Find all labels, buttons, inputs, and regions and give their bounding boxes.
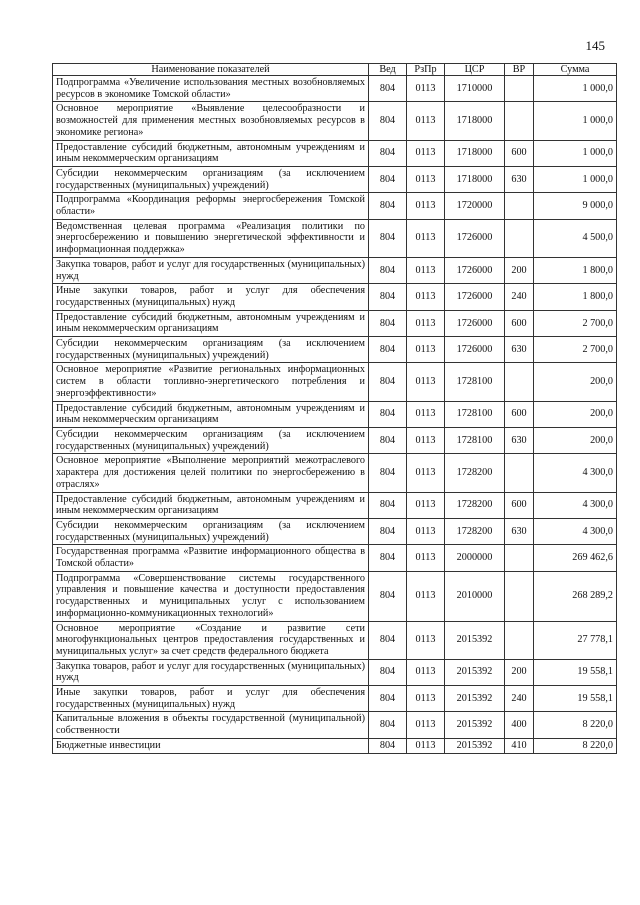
- row-rzpr-cell: 0113: [407, 518, 445, 544]
- row-sum-cell: 200,0: [534, 401, 617, 427]
- row-rzpr-cell: 0113: [407, 454, 445, 492]
- row-vr-cell: 600: [505, 401, 534, 427]
- row-vr-cell: 410: [505, 738, 534, 753]
- table-row: [53, 492, 617, 518]
- row-ved-cell: 804: [369, 337, 407, 363]
- row-csr-cell: 1728100: [445, 401, 505, 427]
- table-row: [53, 257, 617, 283]
- header-vr: ВР: [505, 64, 534, 76]
- header-sum: Сумма: [534, 64, 617, 76]
- row-sum-cell: 1 800,0: [534, 257, 617, 283]
- row-ved-cell: 804: [369, 738, 407, 753]
- row-rzpr-cell: 0113: [407, 102, 445, 140]
- header-rzpr: РзПр: [407, 64, 445, 76]
- row-ved-cell: 804: [369, 686, 407, 712]
- row-sum-cell: 268 289,2: [534, 571, 617, 621]
- row-rzpr-cell: 0113: [407, 686, 445, 712]
- row-ved-cell: 804: [369, 545, 407, 571]
- row-ved-cell: 804: [369, 454, 407, 492]
- row-csr-cell: 1718000: [445, 140, 505, 166]
- row-vr-cell: [505, 363, 534, 401]
- row-ved-cell: 804: [369, 621, 407, 659]
- row-rzpr-cell: 0113: [407, 310, 445, 336]
- row-name-cell: Основное мероприятие «Развитие региональных информационных систем в области топливно-энергетического потребления и энергоэффективности»: [53, 363, 369, 401]
- table-row: [53, 337, 617, 363]
- row-vr-cell: 630: [505, 518, 534, 544]
- row-ved-cell: 804: [369, 219, 407, 257]
- row-csr-cell: 1728100: [445, 363, 505, 401]
- header-name: Наименование показателей: [53, 64, 369, 76]
- row-vr-cell: [505, 76, 534, 102]
- table-row: [53, 686, 617, 712]
- row-ved-cell: 804: [369, 76, 407, 102]
- row-csr-cell: 1718000: [445, 102, 505, 140]
- table-row: [53, 621, 617, 659]
- row-rzpr-cell: 0113: [407, 284, 445, 310]
- row-csr-cell: 1728100: [445, 427, 505, 453]
- row-ved-cell: 804: [369, 310, 407, 336]
- table-row: [53, 193, 617, 219]
- row-sum-cell: 19 558,1: [534, 686, 617, 712]
- row-ved-cell: 804: [369, 284, 407, 310]
- row-name-cell: Бюджетные инвестиции: [53, 738, 369, 753]
- row-ved-cell: 804: [369, 427, 407, 453]
- row-sum-cell: 200,0: [534, 427, 617, 453]
- row-vr-cell: [505, 454, 534, 492]
- row-sum-cell: 200,0: [534, 363, 617, 401]
- row-name-cell: Закупка товаров, работ и услуг для государственных (муниципальных) нужд: [53, 659, 369, 685]
- row-sum-cell: 1 000,0: [534, 102, 617, 140]
- row-name-cell: Предоставление субсидий бюджетным, автономным учреждениям и иным некоммерческим организациям: [53, 140, 369, 166]
- row-csr-cell: 2015392: [445, 738, 505, 753]
- row-csr-cell: 1728200: [445, 492, 505, 518]
- row-vr-cell: 630: [505, 337, 534, 363]
- row-csr-cell: 1726000: [445, 257, 505, 283]
- table-row: [53, 454, 617, 492]
- row-sum-cell: 1 000,0: [534, 76, 617, 102]
- row-sum-cell: 2 700,0: [534, 337, 617, 363]
- row-csr-cell: 1726000: [445, 219, 505, 257]
- row-vr-cell: [505, 545, 534, 571]
- row-rzpr-cell: 0113: [407, 219, 445, 257]
- row-sum-cell: 1 000,0: [534, 140, 617, 166]
- row-ved-cell: 804: [369, 401, 407, 427]
- row-name-cell: Предоставление субсидий бюджетным, автономным учреждениям и иным некоммерческим организациям: [53, 492, 369, 518]
- row-sum-cell: 1 000,0: [534, 166, 617, 192]
- row-csr-cell: 1726000: [445, 310, 505, 336]
- row-rzpr-cell: 0113: [407, 621, 445, 659]
- row-csr-cell: 2015392: [445, 621, 505, 659]
- row-vr-cell: 200: [505, 659, 534, 685]
- row-name-cell: Предоставление субсидий бюджетным, автономным учреждениям и иным некоммерческим организациям: [53, 401, 369, 427]
- table-row: [53, 219, 617, 257]
- row-sum-cell: 1 800,0: [534, 284, 617, 310]
- row-vr-cell: 240: [505, 284, 534, 310]
- row-csr-cell: 1720000: [445, 193, 505, 219]
- table-row: [53, 363, 617, 401]
- row-vr-cell: [505, 102, 534, 140]
- row-csr-cell: 1728200: [445, 454, 505, 492]
- row-vr-cell: 400: [505, 712, 534, 738]
- row-csr-cell: 1728200: [445, 518, 505, 544]
- row-name-cell: Подпрограмма «Координация реформы энергосбережения Томской области»: [53, 193, 369, 219]
- row-rzpr-cell: 0113: [407, 257, 445, 283]
- row-vr-cell: 600: [505, 310, 534, 336]
- header-ved: Вед: [369, 64, 407, 76]
- row-sum-cell: 8 220,0: [534, 738, 617, 753]
- row-vr-cell: 600: [505, 140, 534, 166]
- row-sum-cell: 2 700,0: [534, 310, 617, 336]
- table-row: [53, 284, 617, 310]
- row-sum-cell: 4 300,0: [534, 492, 617, 518]
- row-name-cell: Иные закупки товаров, работ и услуг для обеспечения государственных (муниципальных) нужд: [53, 686, 369, 712]
- row-name-cell: Основное мероприятие «Выполнение мероприятий межотраслевого характера для достижения целей политики по энергосбережению в отраслях»: [53, 454, 369, 492]
- row-sum-cell: 4 300,0: [534, 518, 617, 544]
- table-row: [53, 571, 617, 621]
- row-name-cell: Капитальные вложения в объекты государственной (муниципальной) собственности: [53, 712, 369, 738]
- row-ved-cell: 804: [369, 518, 407, 544]
- row-vr-cell: 630: [505, 427, 534, 453]
- row-name-cell: Основное мероприятие «Выявление целесообразности и возможностей для применения местных возобновляемых ресурсов в экономике регионa»: [53, 102, 369, 140]
- row-csr-cell: 2010000: [445, 571, 505, 621]
- row-rzpr-cell: 0113: [407, 401, 445, 427]
- page-number: 145: [585, 38, 605, 53]
- row-name-cell: Основное мероприятие «Создание и развитие сети многофункциональных центров предоставления государственных и муниципальных услуг» за счет средств федерального бюджета: [53, 621, 369, 659]
- table-row: [53, 310, 617, 336]
- row-ved-cell: 804: [369, 712, 407, 738]
- row-vr-cell: 200: [505, 257, 534, 283]
- row-name-cell: Субсидии некоммерческим организациям (за исключением государственных (муниципальных) учреждений): [53, 337, 369, 363]
- row-name-cell: Закупка товаров, работ и услуг для государственных (муниципальных) нужд: [53, 257, 369, 283]
- row-rzpr-cell: 0113: [407, 76, 445, 102]
- row-rzpr-cell: 0113: [407, 712, 445, 738]
- row-ved-cell: 804: [369, 102, 407, 140]
- table-row: [53, 545, 617, 571]
- row-ved-cell: 804: [369, 492, 407, 518]
- row-ved-cell: 804: [369, 571, 407, 621]
- row-ved-cell: 804: [369, 166, 407, 192]
- table-row: [53, 401, 617, 427]
- table-row: [53, 140, 617, 166]
- row-ved-cell: 804: [369, 659, 407, 685]
- table-row: [53, 518, 617, 544]
- row-name-cell: Иные закупки товаров, работ и услуг для обеспечения государственных (муниципальных) нужд: [53, 284, 369, 310]
- row-csr-cell: 2000000: [445, 545, 505, 571]
- row-sum-cell: 27 778,1: [534, 621, 617, 659]
- row-csr-cell: 1726000: [445, 337, 505, 363]
- table-row: [53, 102, 617, 140]
- row-vr-cell: [505, 193, 534, 219]
- table-row: [53, 427, 617, 453]
- row-vr-cell: [505, 621, 534, 659]
- row-rzpr-cell: 0113: [407, 492, 445, 518]
- row-rzpr-cell: 0113: [407, 427, 445, 453]
- row-name-cell: Предоставление субсидий бюджетным, автономным учреждениям и иным некоммерческим организациям: [53, 310, 369, 336]
- row-vr-cell: 240: [505, 686, 534, 712]
- table-row: [53, 76, 617, 102]
- row-name-cell: Подпрограмма «Совершенствование системы государственного управления и повышение качества и доступности предоставления государственных и муниципальных услуг с использованием информационно-коммуникационных технологий»: [53, 571, 369, 621]
- budget-table: [52, 63, 617, 754]
- row-sum-cell: 8 220,0: [534, 712, 617, 738]
- row-vr-cell: [505, 571, 534, 621]
- row-sum-cell: 19 558,1: [534, 659, 617, 685]
- row-rzpr-cell: 0113: [407, 545, 445, 571]
- row-name-cell: Субсидии некоммерческим организациям (за исключением государственных (муниципальных) учреждений): [53, 518, 369, 544]
- row-csr-cell: 1718000: [445, 166, 505, 192]
- row-csr-cell: 2015392: [445, 686, 505, 712]
- table-row: [53, 738, 617, 753]
- table-row: [53, 659, 617, 685]
- row-rzpr-cell: 0113: [407, 140, 445, 166]
- row-name-cell: Субсидии некоммерческим организациям (за исключением государственных (муниципальных) учреждений): [53, 166, 369, 192]
- row-rzpr-cell: 0113: [407, 166, 445, 192]
- row-csr-cell: 1710000: [445, 76, 505, 102]
- row-csr-cell: 1726000: [445, 284, 505, 310]
- header-csr: ЦСР: [445, 64, 505, 76]
- row-sum-cell: 9 000,0: [534, 193, 617, 219]
- table-header-row: [53, 64, 617, 76]
- row-name-cell: Подпрограмма «Увеличение использования местных возобновляемых ресурсов в экономике Томской области»: [53, 76, 369, 102]
- row-ved-cell: 804: [369, 140, 407, 166]
- row-rzpr-cell: 0113: [407, 337, 445, 363]
- row-rzpr-cell: 0113: [407, 193, 445, 219]
- row-rzpr-cell: 0113: [407, 363, 445, 401]
- row-csr-cell: 2015392: [445, 659, 505, 685]
- row-vr-cell: [505, 219, 534, 257]
- row-sum-cell: 4 500,0: [534, 219, 617, 257]
- table-row: [53, 166, 617, 192]
- row-csr-cell: 2015392: [445, 712, 505, 738]
- row-vr-cell: 630: [505, 166, 534, 192]
- row-ved-cell: 804: [369, 363, 407, 401]
- row-ved-cell: 804: [369, 257, 407, 283]
- row-sum-cell: 4 300,0: [534, 454, 617, 492]
- row-rzpr-cell: 0113: [407, 571, 445, 621]
- row-name-cell: Государственная программа «Развитие информационного общества в Томской области»: [53, 545, 369, 571]
- row-rzpr-cell: 0113: [407, 738, 445, 753]
- row-name-cell: Субсидии некоммерческим организациям (за исключением государственных (муниципальных) учреждений): [53, 427, 369, 453]
- row-sum-cell: 269 462,6: [534, 545, 617, 571]
- row-name-cell: Ведомственная целевая программа «Реализация политики по энергосбережению и повышению энергетической эффективности и информационная поддержка»: [53, 219, 369, 257]
- row-ved-cell: 804: [369, 193, 407, 219]
- row-vr-cell: 600: [505, 492, 534, 518]
- row-rzpr-cell: 0113: [407, 659, 445, 685]
- table-row: [53, 712, 617, 738]
